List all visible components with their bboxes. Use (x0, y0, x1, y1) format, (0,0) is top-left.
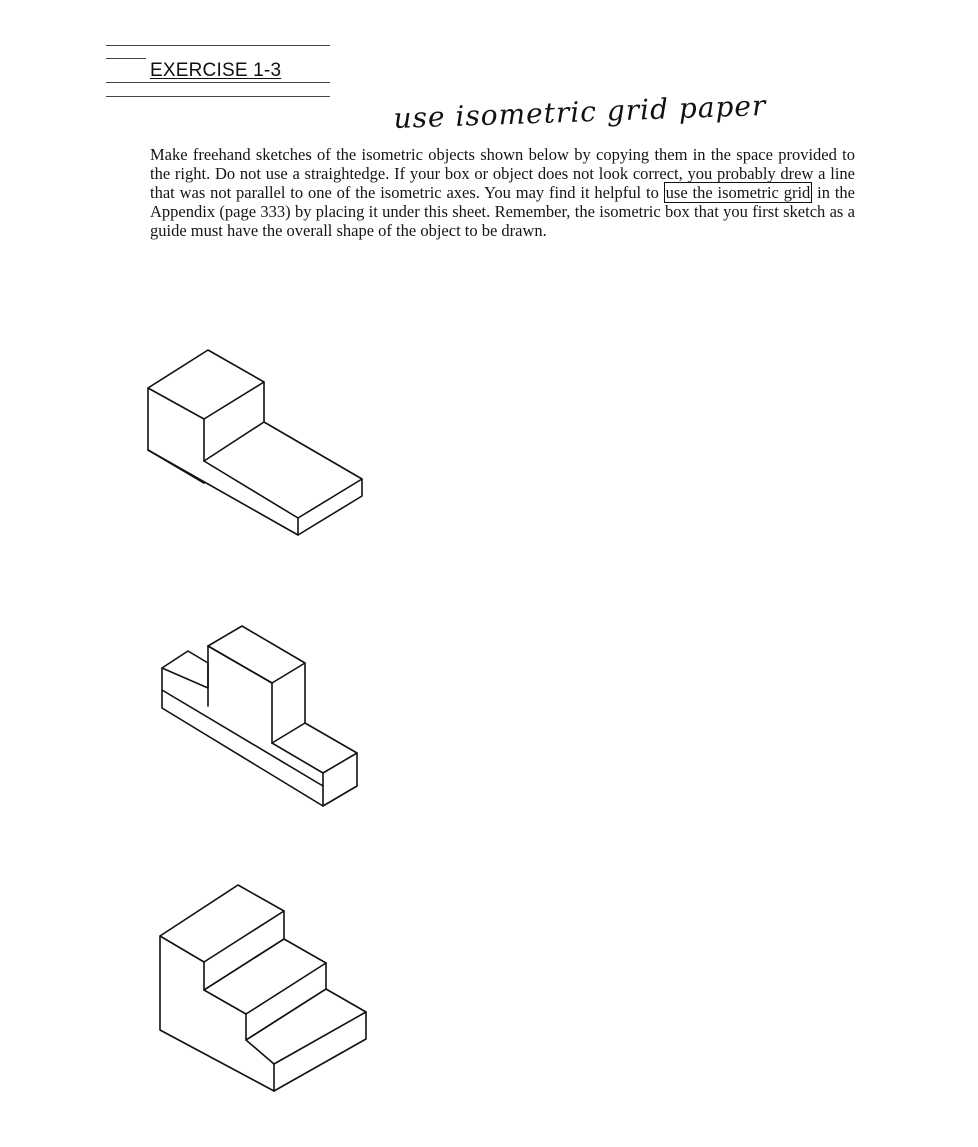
object-3-step-1-riser (204, 911, 284, 990)
object-2-tall-front-face (208, 646, 272, 683)
isometric-object-1-drawing (140, 345, 370, 545)
object-2-right-step-top (272, 723, 357, 773)
object-1-base-top (204, 422, 362, 518)
object-3-side (160, 936, 274, 1091)
header-rule-bottom (106, 96, 330, 97)
instructions-text-start: Make freehand sketches of the isometric objects shown below by copying them in the space provided to the right. Do not use a straightedge. If your box or object does not look correct, you probably drew a line that was not parallel to one of the isometric axes. You may find it helpful to (150, 145, 855, 202)
header-rule-left (106, 58, 146, 59)
isometric-object-2-drawing (150, 618, 370, 818)
handwritten-note: use isometric grid paper (393, 88, 767, 135)
boxed-phrase: use the isometric grid (665, 183, 811, 202)
instructions-text-end: in the Appendix (page 333) by placing it under this sheet. Remember, the isometric box that you first sketch as a guide must have the overall shape of the object to be drawn. (150, 183, 855, 240)
object-3-step-2-riser (246, 963, 326, 1040)
object-2-base-right (323, 753, 357, 806)
object-2-left-step-top (162, 651, 208, 688)
instructions-paragraph (150, 145, 855, 240)
object-3-step-3-riser (274, 1012, 366, 1091)
isometric-object-2 (150, 618, 370, 818)
object-3-step-3-top (246, 989, 366, 1064)
header-rule-top (106, 45, 330, 46)
isometric-object-3-drawing (150, 880, 380, 1100)
exercise-title: EXERCISE 1-3 (150, 60, 282, 81)
header-rule-middle (106, 82, 330, 83)
object-1-raised-front (148, 388, 204, 483)
isometric-object-1 (140, 345, 370, 545)
object-2-base-front-lower (162, 690, 323, 806)
object-1-raised-top (148, 350, 264, 419)
isometric-object-3 (150, 880, 380, 1100)
